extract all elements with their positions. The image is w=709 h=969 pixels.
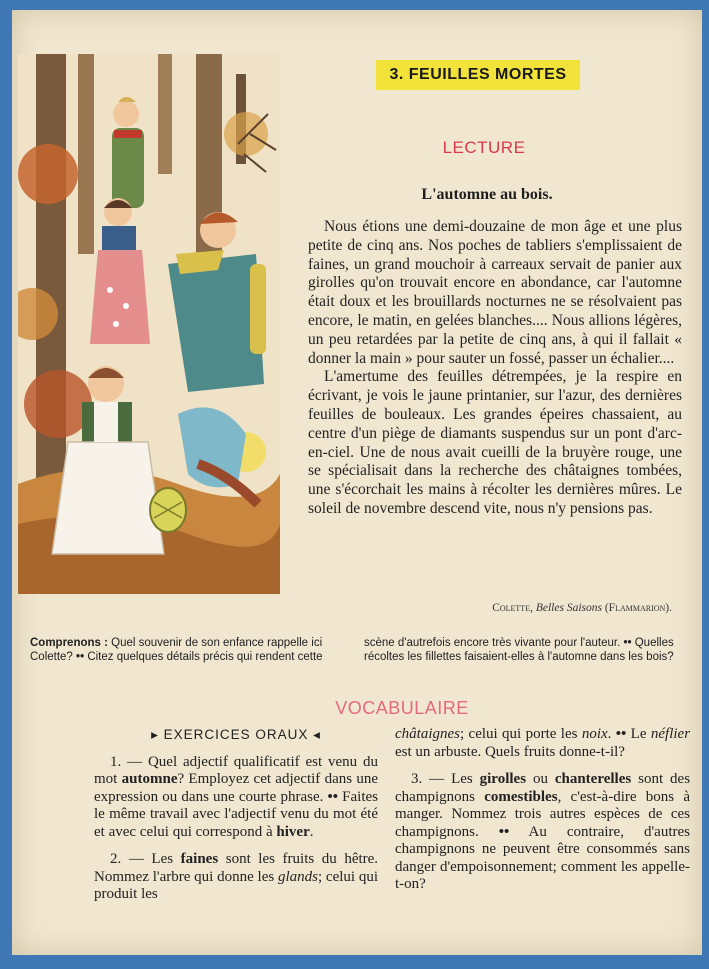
reading-source	[412, 602, 672, 614]
reading-paragraph-2: L'amertume des feuilles détrempées, je la respire en écrivant, je vois le jaune printanier, sur l'azur, des dernières feuilles de bouleaux. Les grandes épeires chassaient, au centre d'un piège de diamants suspendus sur un pont d'arc-en-ciel. Une de nous avait cueilli de la bruyère rouge, une se spécialisait dans la recherche des châtaignes tombées, une s'écorchait les mains à récolter les dernières mûres. Le soleil de novembre descend vite, nous n'y pensions pas.	[308, 368, 682, 517]
separator-mark: ••	[76, 651, 85, 663]
reading-paragraph-1: Nous étions une demi-douzaine de mon âge et une plus petite de cinq ans. Nos poches de tabliers s'emplissaient de faines, un grand mouchoir à carreaux servait de panier aux girolles qu'on trouvait encore en abondance, car l'automne était doux et les brouillards nocturnes ne se résolvaient pas encore, le matin, en gelées blanches.... Nous allions légères, un peu retardées par la petite de cinq ans, à qui il fallait « donner la main » pour sauter un fossé, passer un échalier....	[308, 218, 682, 367]
comprenons-label: Comprenons :	[30, 637, 108, 649]
exercise-2-part-1	[94, 851, 378, 904]
exercise-1-text-a: Quel adjectif qualificatif est venu du mot	[94, 753, 379, 787]
separator-mark: ••	[498, 823, 510, 840]
exercise-1-number: 1. —	[110, 753, 143, 770]
keyword-chanterelles: chanterelles	[554, 771, 632, 787]
separator-mark: ••	[327, 788, 339, 805]
exercise-1-text-b: ? Employez cet adjectif dans une expression ou dans une courte phrase.	[94, 771, 379, 805]
chapter-title-badge	[376, 60, 580, 90]
keyword-automne: automne	[121, 771, 178, 787]
exercise-3-number: 3. —	[411, 771, 445, 787]
exercise-3-text-c: sont des champignons	[395, 771, 691, 805]
keyword-hiver: hiver	[276, 823, 310, 840]
comprenons-q3: Quelles récoltes les fillettes faisaient-elles à l'automne dans les bois?	[364, 637, 674, 663]
exercise-3-text-d: , c'est-à-dire bons à manger. Nommez trois autres espèces de ces champignons.	[395, 788, 690, 840]
exercise-1	[94, 754, 378, 842]
source-publisher: (Flammarion).	[604, 602, 672, 614]
keyword-faines: faines	[180, 851, 219, 867]
exercise-2-text-f: Le	[630, 726, 647, 742]
children-in-autumn-woods-image	[18, 54, 280, 594]
reading-text	[308, 218, 682, 519]
exercise-2-part-2	[395, 726, 690, 761]
exercise-3-text-b: ou	[532, 771, 548, 787]
separator-mark: ••	[623, 637, 632, 649]
exercises-column-right	[395, 726, 690, 894]
lecture-heading: LECTURE	[442, 138, 526, 157]
comprenons-questions	[30, 636, 680, 664]
comprenons-q1: Quel souvenir de son enfance rappelle ici Colette?	[30, 637, 323, 663]
exercise-2-text-b: sont les fruits du hêtre. Nommez l'arbre qui donne les	[94, 851, 379, 885]
exercise-3-text-a: Les	[451, 771, 473, 787]
chapter-title: 3. FEUILLES MORTES	[389, 66, 567, 83]
reading-title: L'automne au bois.	[421, 186, 553, 203]
keyword-comestibles: comestibles	[484, 788, 558, 805]
autumn-woods-illustration	[18, 54, 280, 594]
comprenons-q2: Citez quelques détails précis qui rendent cette scène d'autrefois encore très vivante pour l'auteur.	[87, 637, 621, 663]
keyword-girolles: girolles	[479, 771, 527, 787]
exercises-column-left	[94, 726, 378, 904]
exercise-2-text-e: .	[607, 726, 612, 742]
exercise-2-text-g: est un arbuste. Quels fruits donne-t-il?	[395, 743, 625, 760]
separator-mark: ••	[615, 726, 627, 742]
exercise-2-text-c: ; celui qui produit les	[94, 868, 378, 902]
exercices-oraux-heading: ▸ EXERCICES ORAUX ◂	[151, 727, 321, 742]
exercise-2-text-d: ; celui qui porte les	[460, 726, 578, 742]
exercise-2-number: 2. —	[110, 851, 144, 867]
keyword-glands: glands	[277, 868, 318, 885]
exercise-2-text-a: Les	[151, 851, 174, 867]
exercise-1-text-c: Faites le même travail avec l'adjectif venu du mot été et avec celui qui correspond à	[94, 788, 379, 840]
keyword-chataignes: châtaignes	[395, 726, 460, 742]
keyword-noix: noix	[581, 726, 608, 742]
source-author: Colette,	[492, 602, 533, 614]
vocabulaire-heading: VOCABULAIRE	[335, 698, 469, 718]
source-book: Belles Saisons	[535, 602, 602, 614]
exercise-3	[395, 771, 690, 894]
exercise-1-end: .	[309, 823, 314, 840]
book-page	[12, 10, 702, 955]
keyword-neflier: néflier	[650, 726, 691, 742]
exercise-3-text-e: Au contraire, d'autres champignons ne peuvent être consommés sans danger d'empoisonnement; comment les appelle-t-on?	[395, 823, 691, 892]
